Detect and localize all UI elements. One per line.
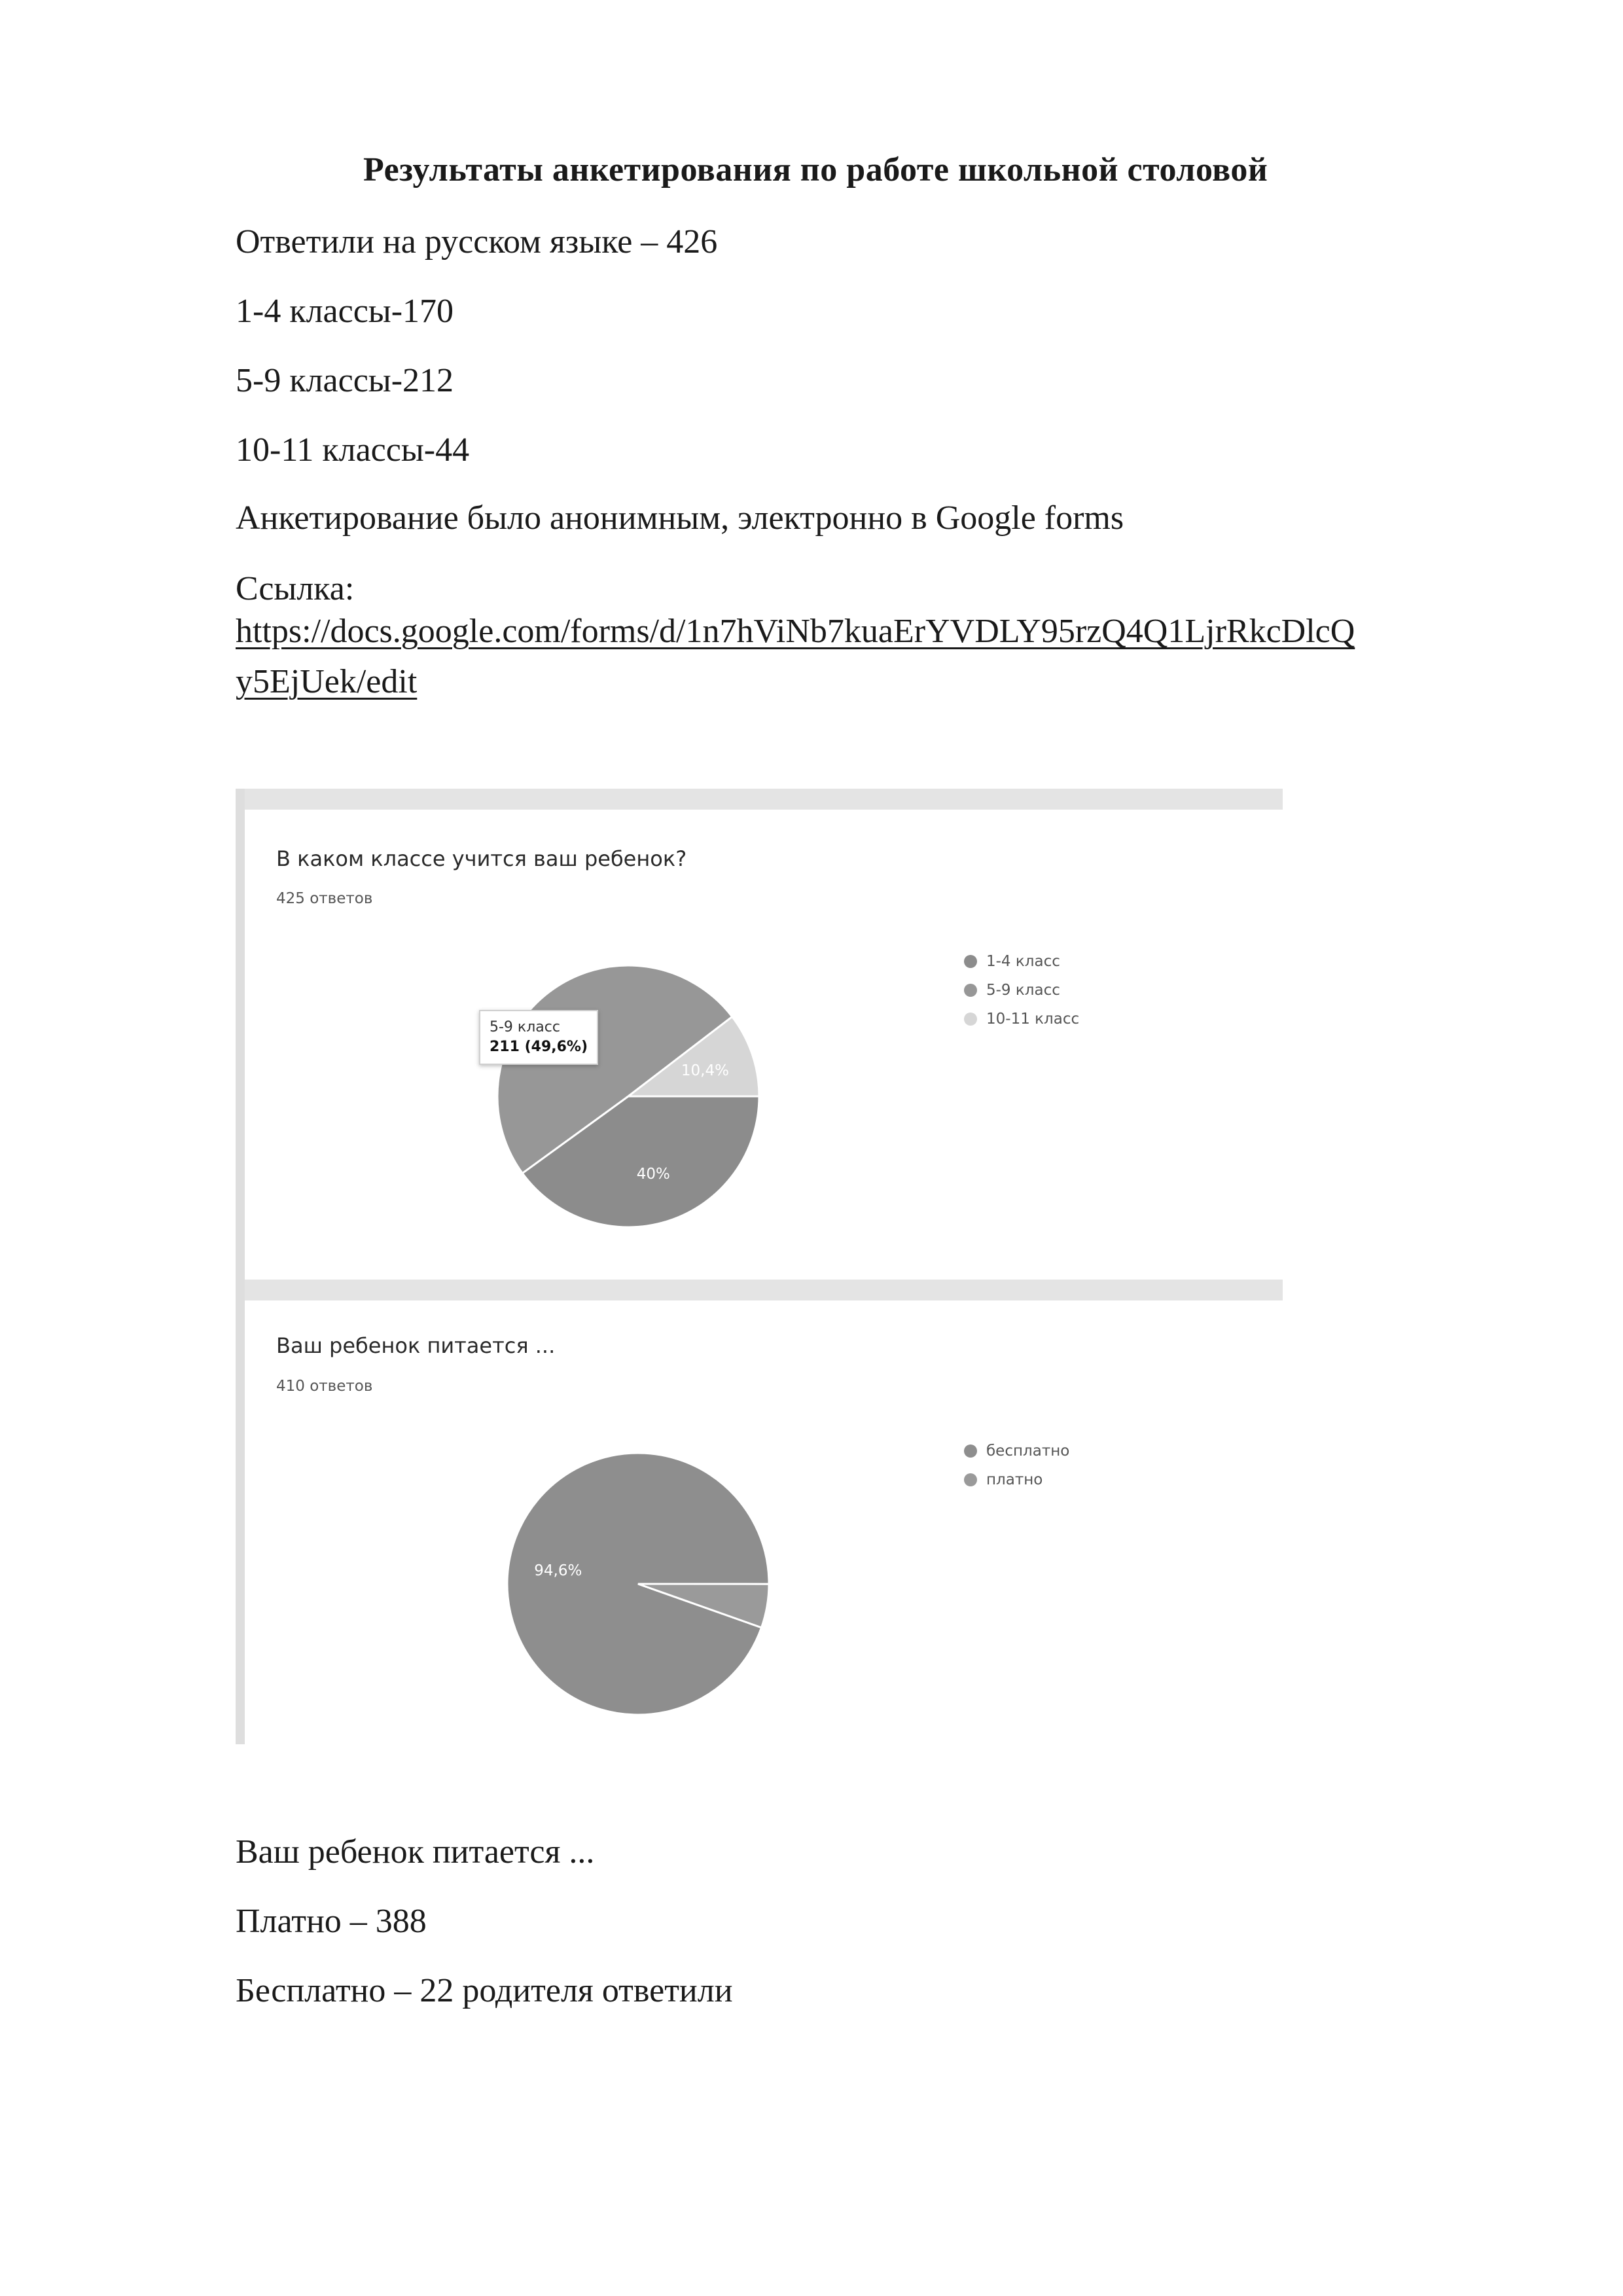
question-title: Ваш ребенок питается ... xyxy=(276,1333,556,1358)
legend-dot-icon xyxy=(964,955,977,968)
legend-item xyxy=(964,976,1079,1005)
legend-item xyxy=(964,947,1079,976)
chart-legend xyxy=(964,1437,1069,1494)
form-link-line-1[interactable]: https://docs.google.com/forms/d/1n7hViNb7kuaErYVDLY95rzQ4Q1LjrRkcDlcQ xyxy=(236,613,1355,650)
intro-line-grades-1-4: 1-4 классы-170 xyxy=(236,293,454,330)
legend-label: бесплатно xyxy=(986,1443,1070,1460)
legend-label: 1-4 класс xyxy=(986,953,1060,970)
pie-chart-grade xyxy=(491,959,766,1234)
pie-slice-label: 40% xyxy=(636,1165,670,1183)
question-title: В каком классе учится ваш ребенок? xyxy=(276,846,687,871)
tooltip-label: 5-9 класс xyxy=(490,1019,560,1035)
footer-line-question: Ваш ребенок питается ... xyxy=(236,1833,595,1871)
intro-line-grades-5-9: 5-9 классы-212 xyxy=(236,362,454,399)
panel-left-strip xyxy=(236,789,245,1299)
footer-line-paid: Платно – 388 xyxy=(236,1903,427,1940)
chart-legend xyxy=(964,947,1079,1033)
legend-dot-icon xyxy=(964,1013,977,1026)
legend-label: 5-9 класс xyxy=(986,982,1060,999)
chart-panel-meals xyxy=(236,1280,1283,1744)
legend-dot-icon xyxy=(964,984,977,997)
response-count: 425 ответов xyxy=(276,890,373,907)
legend-item xyxy=(964,1005,1079,1033)
legend-dot-icon xyxy=(964,1473,977,1486)
tooltip-value: 211 (49,6%) xyxy=(490,1039,588,1055)
pie-tooltip xyxy=(479,1010,598,1065)
legend-item xyxy=(964,1465,1069,1494)
page-title: Результаты анкетирования по работе школьной столовой xyxy=(363,151,1268,188)
intro-line-total: Ответили на русском языке – 426 xyxy=(236,223,718,260)
panel-top-strip xyxy=(236,789,1283,810)
legend-label: 10-11 класс xyxy=(986,1011,1080,1028)
intro-line-grades-10-11: 10-11 классы-44 xyxy=(236,431,470,469)
pie-slice-label: 94,6% xyxy=(534,1562,582,1579)
panel-left-strip xyxy=(236,1280,245,1744)
response-count: 410 ответов xyxy=(276,1378,373,1395)
chart-panel-grade xyxy=(236,789,1283,1299)
form-link-line-2[interactable]: y5EjUek/edit xyxy=(236,663,418,700)
link-label: Ссылка: xyxy=(236,570,355,607)
intro-line-method: Анкетирование было анонимным, электронно в Google forms xyxy=(236,499,1124,537)
pie-chart-meals xyxy=(504,1450,772,1718)
legend-label: платно xyxy=(986,1471,1043,1488)
panel-top-strip xyxy=(236,1280,1283,1300)
legend-dot-icon xyxy=(964,1444,977,1458)
pie-slice-label: 10,4% xyxy=(681,1062,729,1080)
footer-line-free: Бесплатно – 22 родителя ответили xyxy=(236,1972,733,2009)
legend-item xyxy=(964,1437,1069,1465)
